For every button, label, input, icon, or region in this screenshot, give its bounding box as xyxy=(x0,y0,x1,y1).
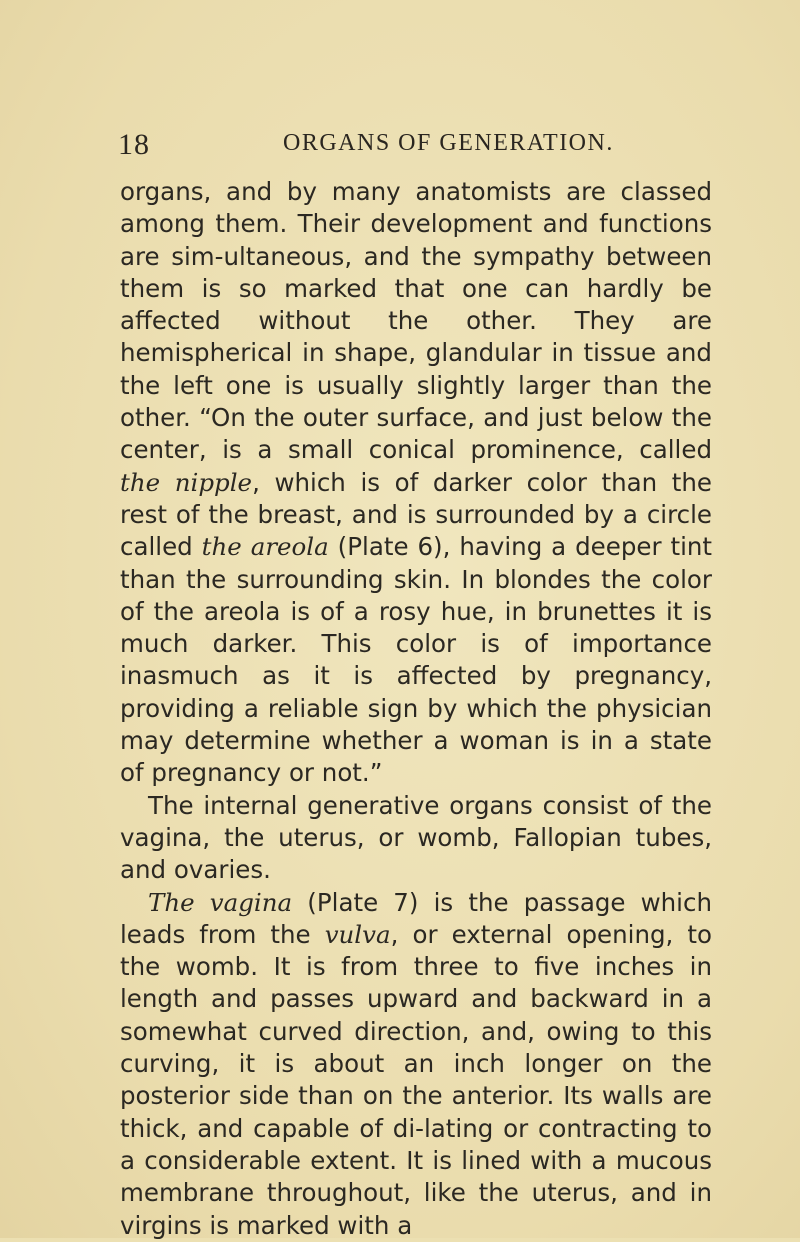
italic-term-vulva: vulva xyxy=(324,919,391,949)
text-span: The internal generative organs consist of the vagina, the uterus, or womb, Fallopian tubes, and ovaries. xyxy=(120,790,712,885)
page-number: 18 xyxy=(118,128,150,161)
paragraph-2 xyxy=(120,790,712,887)
text-span: (Plate 6), having a deeper tint than the surrounding skin. In blondes the color of the areola is of a rosy hue, in brunettes it is much darker. This color is of importance inasmuch as it is affected by pregnancy, providing a reliable sign by which the physician may determine whether a woman is in a state of pregnancy or not.” xyxy=(120,532,713,788)
running-title: ORGANS OF GENERATION. xyxy=(283,130,614,156)
text-span: organs, and by many anatomists are classed among them. Their development and functions are sim-ultaneous, and the sympathy between them is so marked that one can hardly be affected without the other. They are hemispherical in shape, glandular in tissue and the left one is usually slightly larger than the other. “On the outer surface, and just below the center, is a small conical prominence, called xyxy=(120,177,712,465)
page-header xyxy=(118,128,738,164)
text-span: (Plate 7) is the passage which leads from the xyxy=(120,887,712,949)
italic-term-nipple: the nipple xyxy=(120,467,253,497)
paragraph-3 xyxy=(120,887,712,1242)
text-span: , or external opening, to the womb. It is from three to five inches in length and passes upward and backward in a somewhat curved direction, and, owing to this curving, it is about an inch longer on the posterior side than on the anterior. Its walls are thick, and capable of di-lating or contracting to a considerable extent. It is lined with a mucous membrane throughout, like the uterus, and in virgins is marked with a xyxy=(120,919,712,1240)
italic-term-areola: the areola xyxy=(201,532,329,562)
body-text xyxy=(120,176,712,1242)
text-span: , which is of darker color than the rest of the breast, and is surrounded by a circle called xyxy=(120,467,713,562)
paragraph-1 xyxy=(120,176,712,790)
italic-term-vagina: The vagina xyxy=(148,887,293,917)
